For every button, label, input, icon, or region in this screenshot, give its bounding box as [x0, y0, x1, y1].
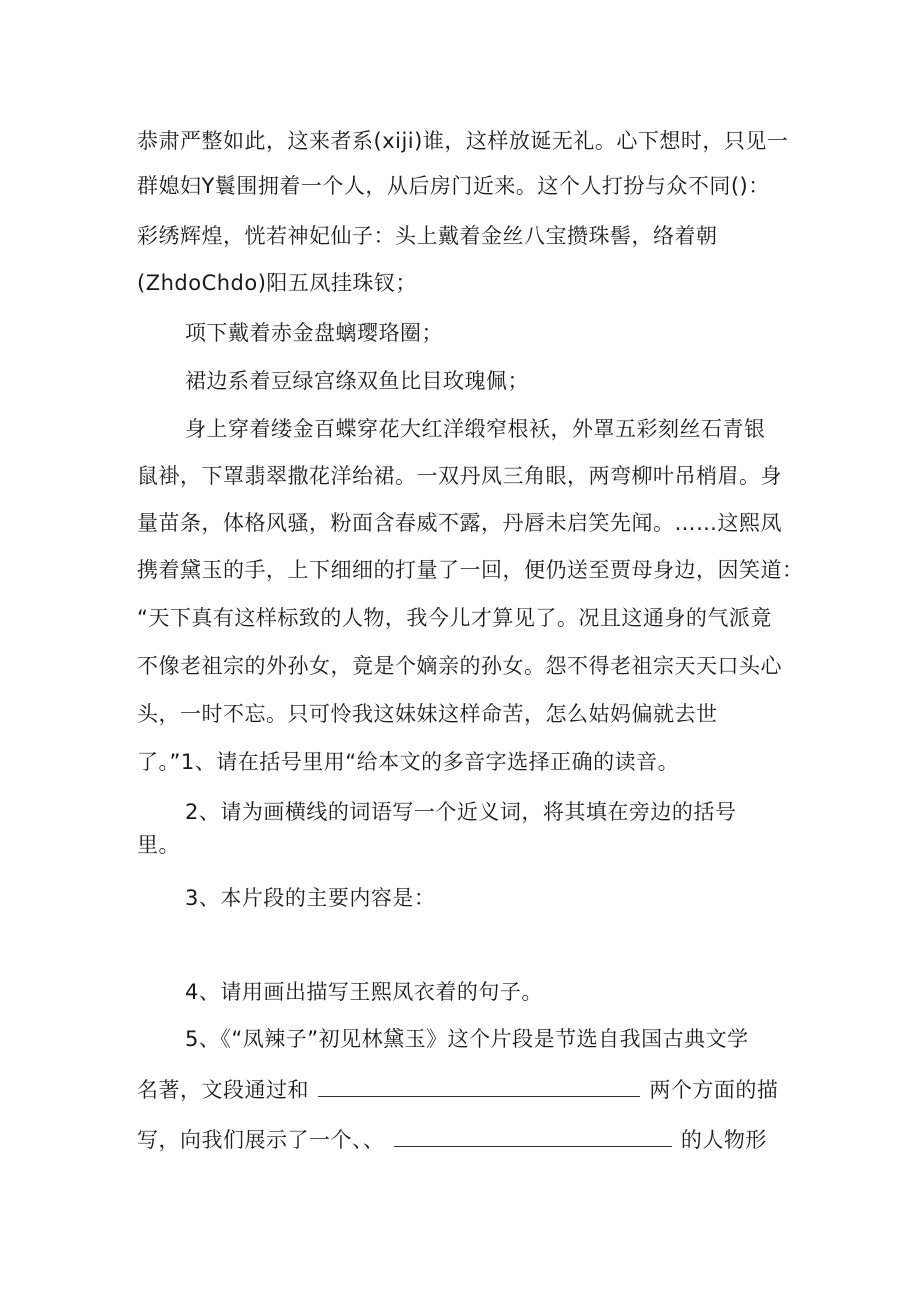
text-line-7: 身上穿着缕金百蝶穿花大红洋缎窄根袄，外罩五彩刻丝石青银 [185, 417, 766, 441]
text-line-5: 项下戴着赤金盘螭璎珞圈； [185, 321, 443, 345]
text-line-13: 头，一时不忘。只可怜我这妹妹这样命苦，怎么姑妈偏就去世 [137, 702, 718, 726]
answer-blank-2[interactable] [394, 1124, 672, 1147]
text-line-8: 鼠褂，下罩翡翠撒花洋绐裙。一双丹凤三角眼，两弯柳叶吊梢眉。身 [137, 464, 782, 488]
question-5-line-3-text: 写，向我们展示了一个、、 [137, 1128, 385, 1152]
text-line-11: “天下真有这样标致的人物，我今儿才算见了。况且这通身的气派竟 [137, 606, 772, 630]
question-2-line-1: 2、请为画横线的词语写一个近义词，将其填在旁边的括号 [185, 800, 737, 824]
question-5-line-3 [137, 1124, 767, 1154]
text-line-2: 群媳妇Y鬟围拥着一个人，从后房门近来。这个人打扮与众不同()： [137, 174, 770, 198]
text-line-1: 恭肃严整如此，这来者系(xiji)谁，这样放诞无礼。心下想时，只见一 [137, 129, 789, 153]
question-2-line-2: 里。 [137, 833, 180, 857]
text-line-4: (ZhdoChdo)阳五凤挂珠钗； [137, 271, 417, 295]
text-line-14: 了。”1、请在括号里用“给本文的多音字选择正确的读音。 [137, 750, 680, 774]
question-4: 4、请用画出描写王熙凤衣着的句子。 [185, 980, 543, 1004]
text-line-10: 携着黛玉的手，上下细细的打量了一回，便仍送至贾母身边，因笑道： [137, 558, 804, 582]
question-5-line-3-tail: 的人物形 [680, 1128, 767, 1152]
question-5-line-2-text: 名著，文段通过和 [137, 1078, 309, 1102]
question-5-line-2-tail: 两个方面的描 [649, 1078, 779, 1102]
text-line-6: 裙边系着豆绿宫绦双鱼比目玫瑰佩； [185, 369, 529, 393]
question-3: 3、本片段的主要内容是： [185, 886, 436, 910]
question-5-line-1: 5、《“凤辣子”初见林黛玉》这个片段是节选自我国古典文学 [185, 1027, 749, 1051]
text-line-12: 不像老祖宗的外孙女，竟是个嫡亲的孙女。怨不得老祖宗天天口头心 [137, 654, 782, 678]
question-5-line-2 [137, 1074, 778, 1104]
answer-blank-1[interactable] [318, 1074, 640, 1097]
text-line-9: 量苗条，体格风骚，粉面含春威不露，丹唇未启笑先闻。……这熙凤 [137, 511, 782, 535]
text-line-3: 彩绣辉煌，恍若神妃仙子：头上戴着金丝八宝攒珠髻，络着朝 [137, 224, 718, 248]
